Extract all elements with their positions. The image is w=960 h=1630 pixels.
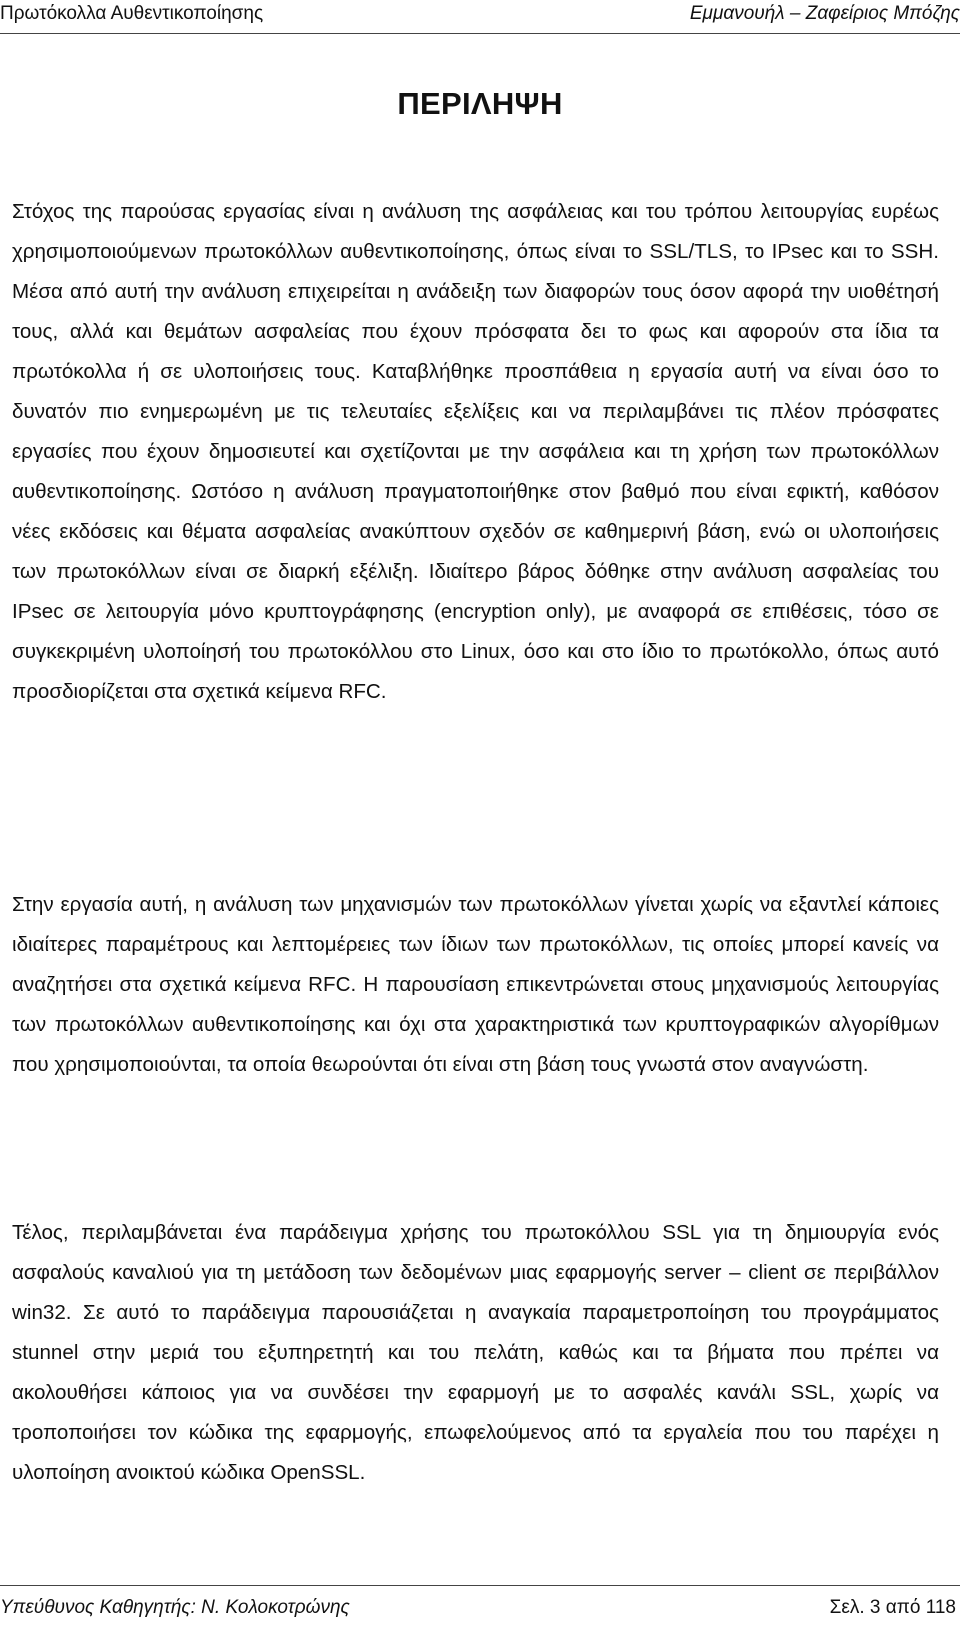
supervisor-footer: Υπεύθυνος Καθηγητής: Ν. Κολοκοτρώνης	[0, 1597, 350, 1618]
page-title: ΠΕΡΙΛΗΨΗ	[397, 86, 563, 121]
author-name-header: Εμμανουήλ – Ζαφείριος Μπόζης	[689, 3, 960, 24]
abstract-paragraph-2: Στην εργασία αυτή, η ανάλυση των μηχανισμών των πρωτοκόλλων γίνεται χωρίς να εξαντλεί κάποιες ιδιαίτερες παραμέτρους και λεπτομέρειες των ίδιων των πρωτοκόλλων, τις οποίες μπορεί κανείς να αναζητήσει στα σχετικά κείμενα RFC. Η παρουσίαση επικεντρώνεται στους μηχανισμούς λειτουργίας των πρωτοκόλλων αυθεντικοποίησης και όχι στα χαρακτηριστικά των κρυπτογραφικών αλγορίθμων που χρησιμοποιούνται, τα οποία θεωρούνται ότι είναι στη βάση τους γνωστά στον αναγνώστη.	[12, 893, 939, 1076]
abstract-paragraph-3: Τέλος, περιλαμβάνεται ένα παράδειγμα χρήσης του πρωτοκόλλου SSL για τη δημιουργία ενός ασφαλούς καναλιού για τη μετάδοση των δεδομένων μιας εφαρμογής server – client σε περιβάλλον win32. Σε αυτό το παράδειγμα παρουσιάζεται η αναγκαία παραμετροποίηση του προγράμματος stunnel στην μεριά του εξυπηρετητή και του πελάτη, καθώς και τα βήματα που πρέπει να ακολουθήσει κάποιος για να συνδέσει την εφαρμογή με το ασφαλές κανάλι SSL, χωρίς να τροποποιήσει τον κώδικα της εφαρμογής, επωφελούμενος από τα εργαλεία που του παρέχει η υλοποίηση ανοικτού κώδικα OpenSSL.	[12, 1221, 939, 1484]
running-header	[0, 0, 960, 34]
document-title-header: Πρωτόκολλα Αυθεντικοποίησης	[0, 3, 264, 24]
abstract-paragraph-1: Στόχος της παρούσας εργασίας είναι η ανάλυση της ασφάλειας και του τρόπου λειτουργίας ευρέως χρησιμοποιούμενων πρωτοκόλλων αυθεντικοποίησης, όπως είναι το SSL/TLS, το IPsec και το SSH. Μέσα από αυτή την ανάλυση επιχειρείται η ανάδειξη των διαφορών τους όσον αφορά την υιοθέτησή τους, αλλά και θεμάτων ασφαλείας που έχουν πρόσφατα δει το φως και αφορούν στα ίδια τα πρωτόκολλα ή σε υλοποιήσεις τους. Καταβλήθηκε προσπάθεια η εργασία αυτή να είναι όσο το δυνατόν πιο ενημερωμένη με τις τελευταίες εξελίξεις και να περιλαμβάνει τις πλέον πρόσφατες εργασίες που έχουν δημοσιευτεί και σχετίζονται με την ασφάλεια και τη χρήση των πρωτοκόλλων αυθεντικοποίησης. Ωστόσο η ανάλυση πραγματοποιήθηκε στον βαθμό που είναι εφικτή, καθόσον νέες εκδόσεις και θέματα ασφαλείας ανακύπτουν σχεδόν σε καθημερινή βάση, ενώ οι υλοποιήσεις των πρωτοκόλλων είναι σε διαρκή εξέλιξη. Ιδιαίτερο βάρος δόθηκε στην ανάλυση ασφαλείας του IPsec σε λειτουργία μόνο κρυπτογράφησης (encryption only), με αναφορά σε επιθέσεις, τόσο σε συγκεκριμένη υλοποίησή του πρωτοκόλλου στο Linux, όσο και στο ίδιο το πρωτόκολλο, όπως αυτό προσδιορίζεται στα σχετικά κείμενα RFC.	[12, 200, 939, 703]
running-footer	[0, 1585, 960, 1630]
page-number: Σελ. 3 από 118	[829, 1597, 956, 1618]
